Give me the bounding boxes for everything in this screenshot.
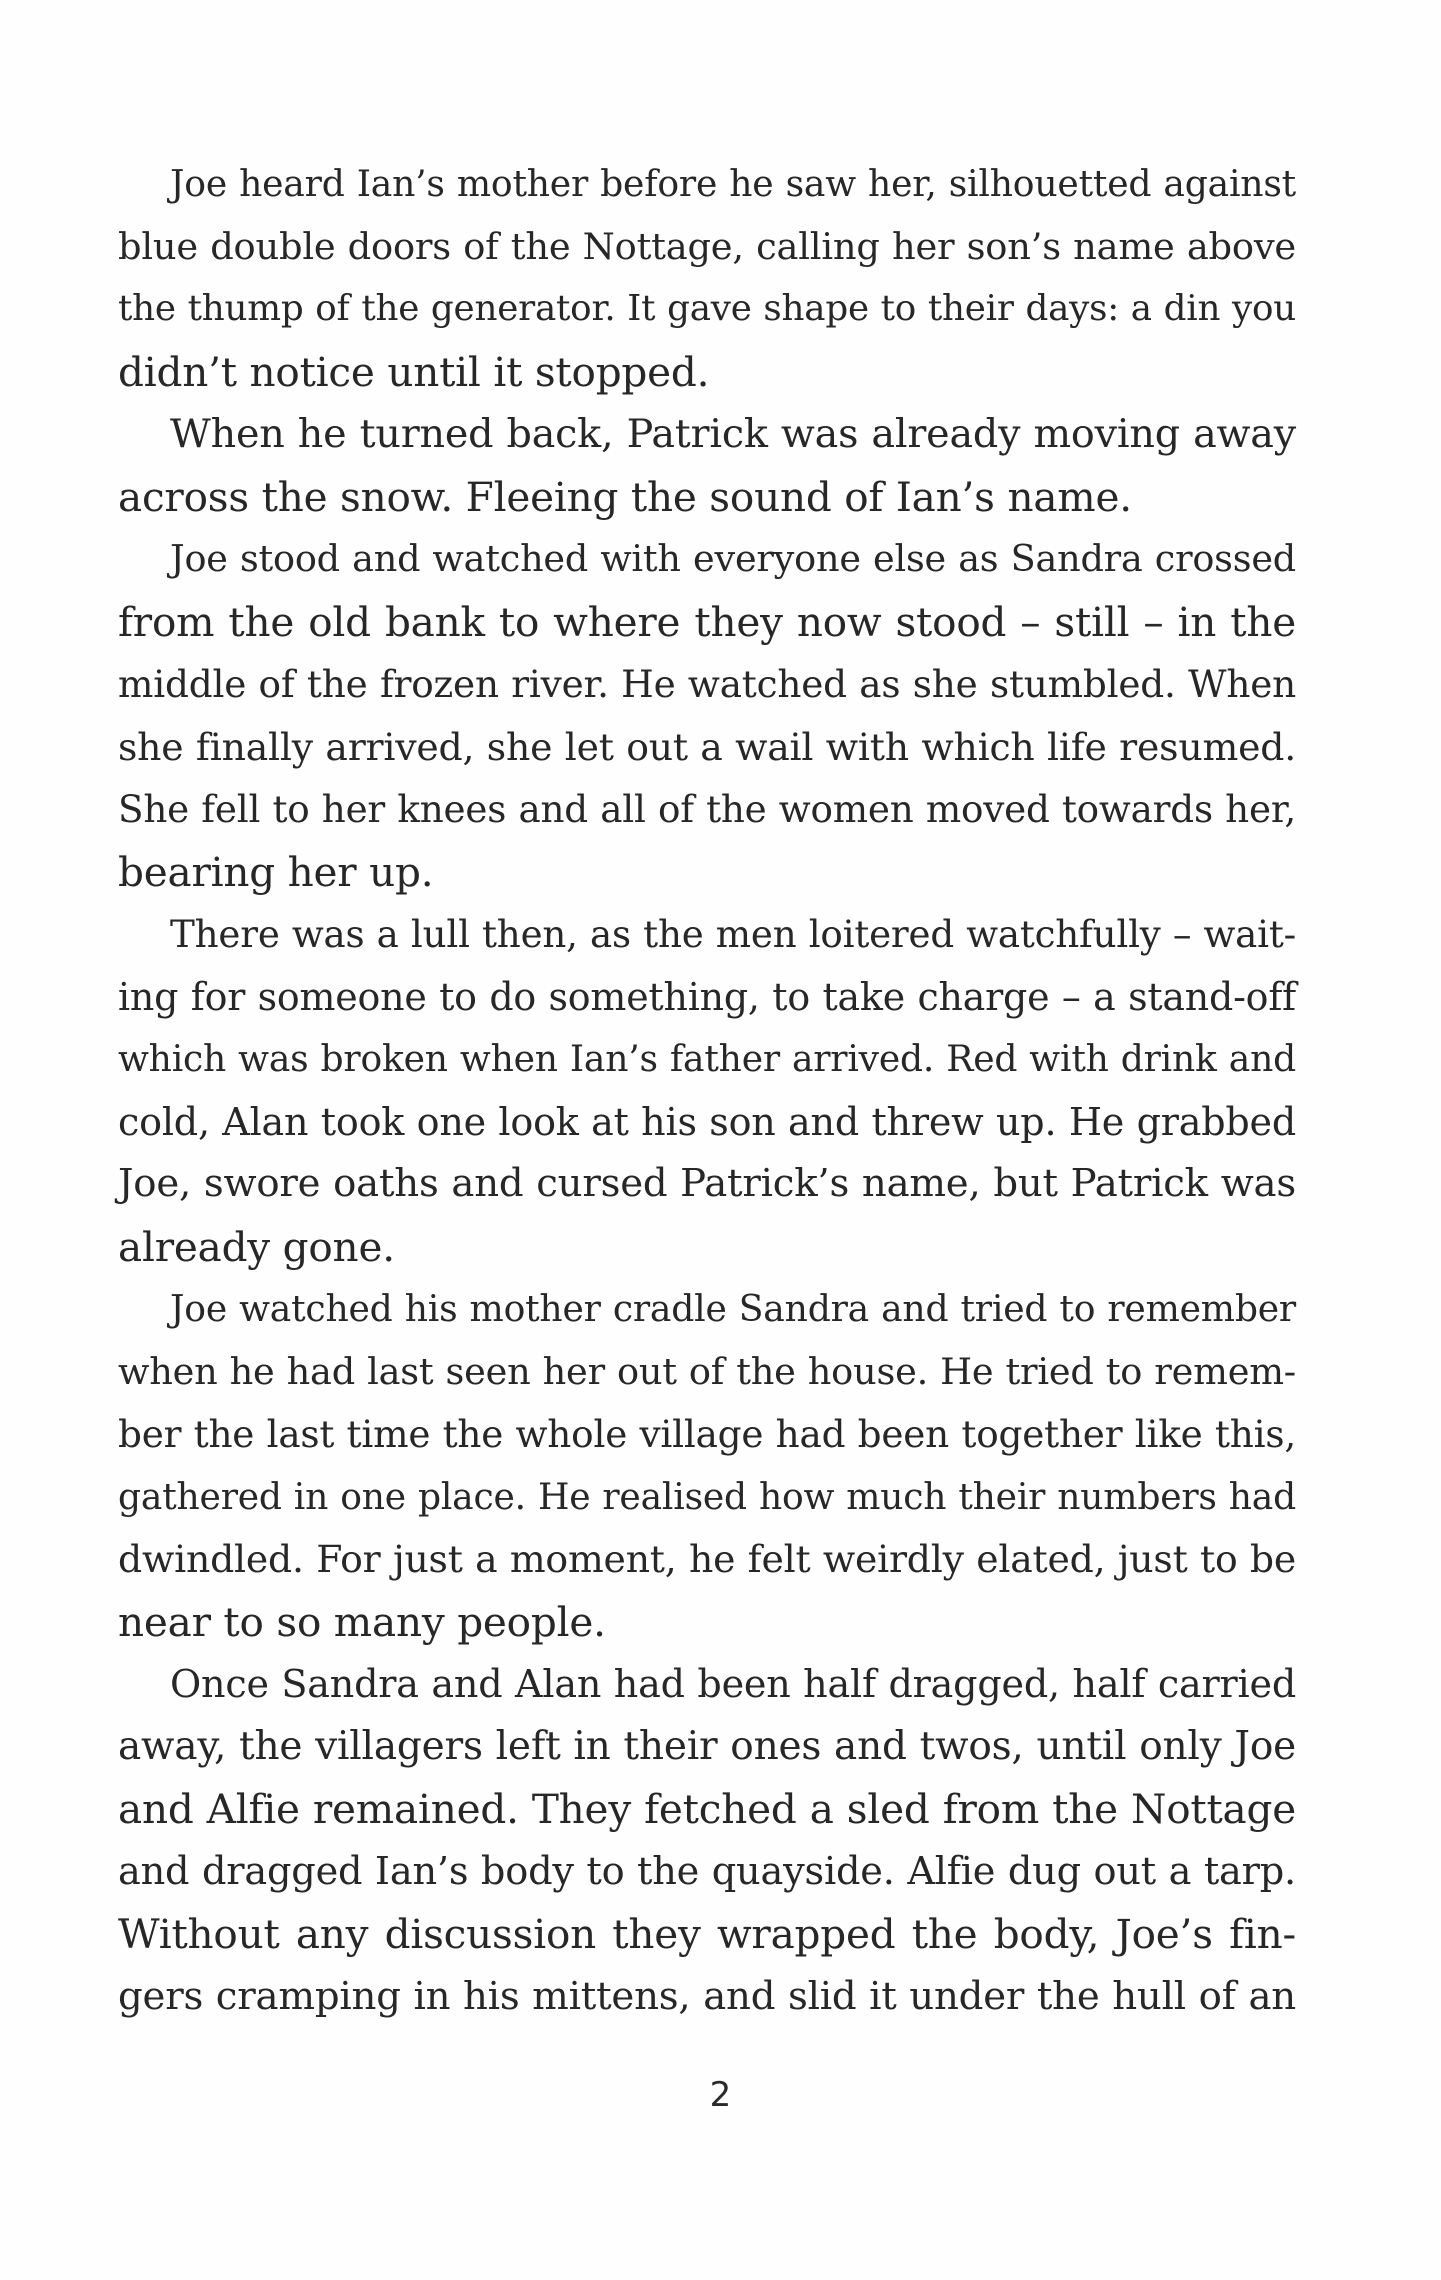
- text-line: didn’t notice until it stopped.: [118, 347, 710, 396]
- text-line: gers cramping in his mittens, and slid it under the hull of an: [118, 1973, 1296, 2019]
- text-line: blue double doors of the Nottage, calling her son’s name above: [118, 224, 1296, 268]
- text-line: already gone.: [118, 1222, 395, 1271]
- text-line: Without any discussion they wrapped the body, Joe’s fin-: [118, 1910, 1296, 1958]
- text-line: which was broken when Ian’s father arrived. Red with drink and: [118, 1038, 1296, 1080]
- text-line: Joe heard Ian’s mother before he saw her, silhouetted against: [170, 162, 1296, 205]
- text-line: Joe, swore oaths and cursed Patrick’s name, but Patrick was: [118, 1161, 1296, 1206]
- text-line: and dragged Ian’s body to the quayside. Alfie dug out a tarp.: [118, 1848, 1296, 1894]
- text-line: dwindled. For just a moment, he felt weirdly elated, just to be: [118, 1537, 1296, 1581]
- text-line: middle of the frozen river. He watched as she stumbled. When: [118, 662, 1296, 706]
- text-line: There was a lull then, as the men loitered watchfully – wait-: [170, 912, 1296, 956]
- text-line: from the old bank to where they now stood – still – in the: [118, 597, 1296, 646]
- text-line: bearing her up.: [118, 847, 434, 896]
- text-line: she finally arrived, she let out a wail with which life resumed.: [118, 724, 1296, 769]
- body-text: [118, 153, 1296, 2028]
- text-line: She fell to her knees and all of the women moved towards her,: [118, 787, 1296, 831]
- text-line: Joe watched his mother cradle Sandra and tried to remember: [170, 1287, 1296, 1330]
- page-number: 2: [709, 2075, 732, 2115]
- text-line: when he had last seen her out of the house. He tried to remem-: [118, 1349, 1296, 1393]
- text-line: ing for someone to do something, to take charge – a stand-off: [118, 974, 1296, 1019]
- text-line: away, the villagers left in their ones and twos, until only Joe: [118, 1723, 1296, 1769]
- text-line: and Alfie remained. They fetched a sled from the Nottage: [118, 1785, 1296, 1833]
- text-line: ber the last time the whole village had been together like this,: [118, 1412, 1296, 1456]
- text-line: across the snow. Fleeing the sound of Ian’s name.: [118, 472, 1132, 521]
- text-line: the thump of the generator. It gave shape to their days: a din you: [118, 288, 1296, 329]
- text-line: When he turned back, Patrick was already moving away: [170, 411, 1296, 457]
- text-line: Joe stood and watched with everyone else as Sandra crossed: [170, 537, 1296, 580]
- text-line: Once Sandra and Alan had been half dragged, half carried: [170, 1662, 1296, 1706]
- text-line: gathered in one place. He realised how much their numbers had: [118, 1475, 1296, 1518]
- text-line: cold, Alan took one look at his son and threw up. He grabbed: [118, 1099, 1296, 1144]
- text-line: near to so many people.: [118, 1597, 606, 1646]
